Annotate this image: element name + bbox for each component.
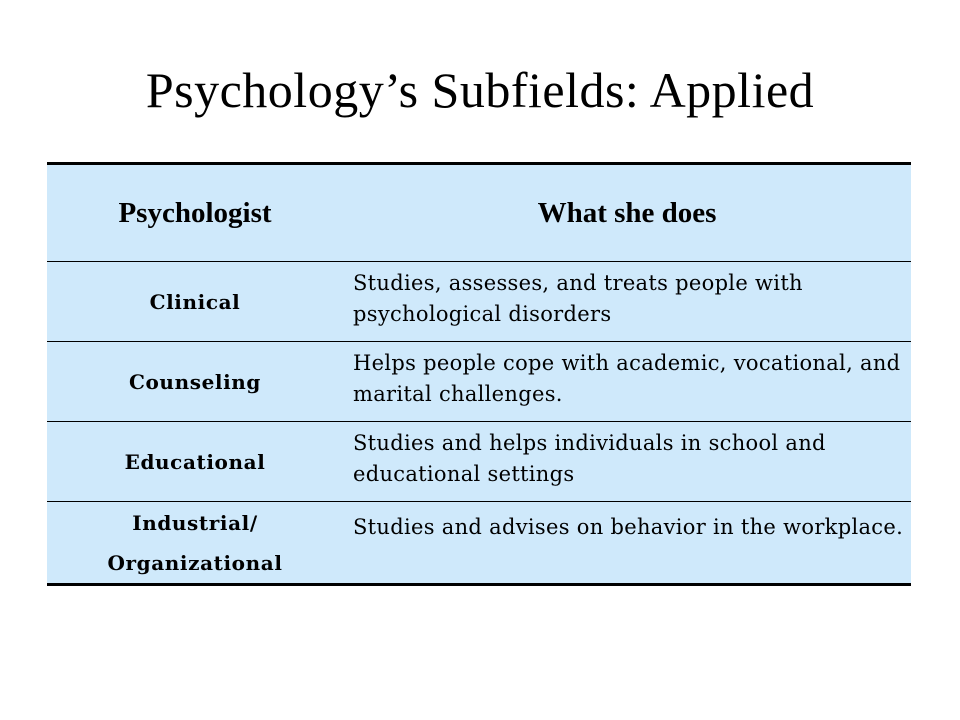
table-row [47,342,911,422]
role-cell: Clinical [149,289,241,314]
table-row [47,422,911,502]
table-row [47,262,911,342]
role-cell: Educational [124,449,266,474]
header-what-she-does: What she does [537,196,717,229]
header-psychologist: Psychologist [118,196,272,229]
description-cell: Helps people cope with academic, vocational, and marital challenges. [353,351,901,406]
description-cell: Studies and advises on behavior in the workplace. [353,515,904,539]
table-row [47,502,911,584]
description-cell: Studies, assesses, and treats people with psychological disorders [353,271,803,326]
slide-title: Psychology’s Subfields: Applied [145,62,815,118]
subfields-table [47,162,911,586]
table-header-row [47,165,911,262]
role-cell: Industrial/ Organizational [107,511,283,575]
role-cell: Counseling [128,369,262,394]
description-cell: Studies and helps individuals in school and educational settings [353,431,826,486]
